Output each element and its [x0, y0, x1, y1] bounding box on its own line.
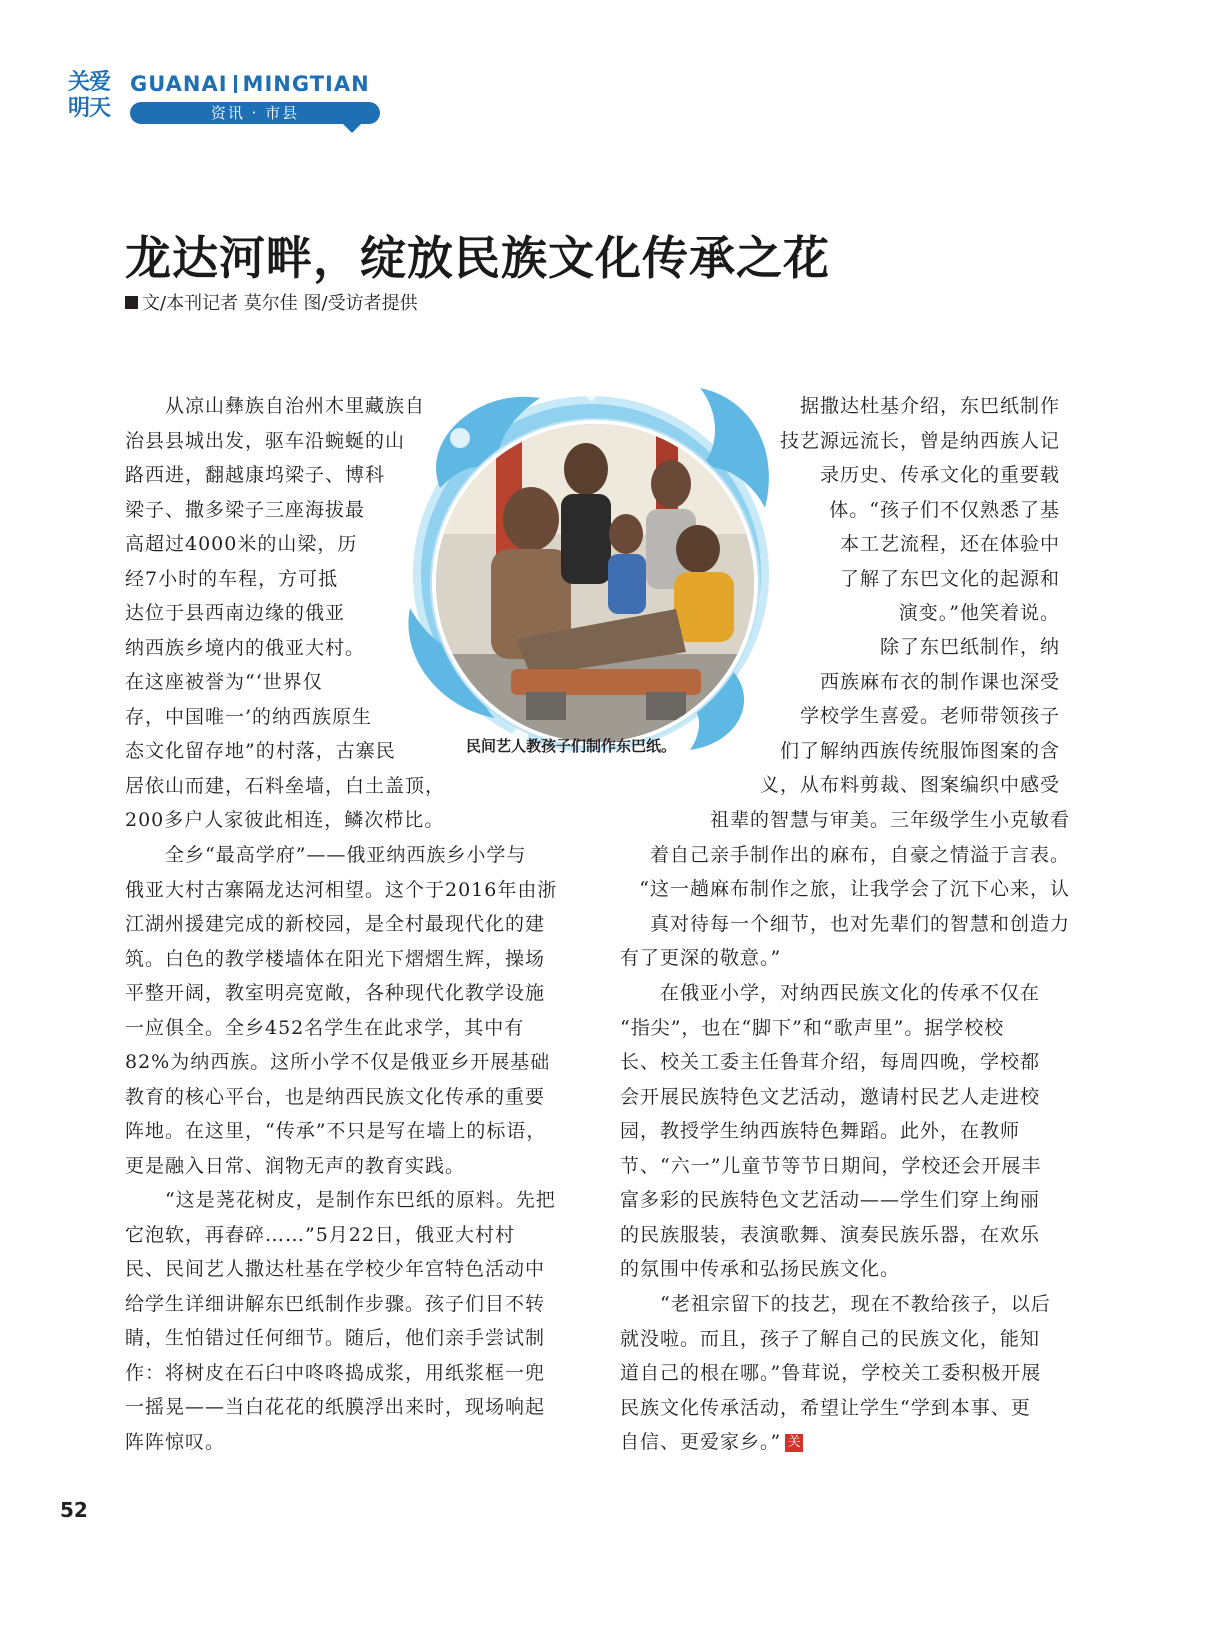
section-tag: 资讯 · 市县 [130, 102, 380, 124]
photo-artisan-teaching-children [436, 424, 754, 742]
paragraph-left-2: 全乡“最高学府”——俄亚纳西族乡小学与 俄亚大村古寨隔龙达河相望。这个于2016年由浙 江湖州援建完成的新校园，是全村最现代化的建 筑。白色的教学楼墙体在阳光下熠熠生辉，操场 平整开阔，教室明亮宽敞，各种现代化教学设施 一应俱全。全乡452名学生在此求学，其中有 82%为纳西族。这所小学不仅是俄亚乡开展基础 教育的核心平台，也是纳西民族文化传承的重要 阵地。在这里，“传承”不只是写在墙上的标语， 更是融入日常、润物无声的教育实践。 [125, 844, 558, 1177]
brand-right: MINGTIAN [242, 72, 370, 96]
photo-caption: 民间艺人教孩子们制作东巴纸。 [466, 737, 677, 755]
byline-square-icon [125, 296, 138, 309]
logo-text-line2: 明天 [68, 96, 111, 121]
article-byline [125, 289, 418, 315]
paragraph-right-4: 在俄亚小学，对纳西民族文化的传承不仅在 “指尖”，也在“脚下”和“歌声里”。据学校校 长、校关工委主任鲁茸介绍，每周四晚，学校都 会开展民族特色文艺活动，邀请村民艺人走进校 园，教授学生纳西族特色舞蹈。此外，在教师 节、“六一”儿童节等节日期间，学校还会开展丰 富多彩的民族特色文艺活动——学生们穿上绚丽 的民族服装，表演歌舞、演奏民族乐器，在欢乐 的氛围中传承和弘扬民族文化。 [620, 982, 1042, 1280]
byline-text: 文/本刊记者 莫尔佳 图/受访者提供 [142, 293, 418, 314]
paragraph-right-2: 除了东巴纸制作，纳 西族麻布衣的制作课也深受 学校学生喜爱。老师带领孩子 们了解纳西族传统服饰图案的含 义，从布料剪裁、图案编织中感受 [759, 636, 1060, 796]
magazine-logo [68, 70, 120, 122]
paragraph-left-1: 从凉山彝族自治州木里藏族自 治县县城出发，驱车沿蜿蜒的山 路西进，翻越康坞梁子、博科 梁子、撒多梁子三座海拔最 高超过4000米的山梁，历 经7小时的车程，方可抵 达位于县西南边缘的俄亚 纳西族乡境内的俄亚大村。 在这座被誉为“‘世界仅 存，中国唯一’的纳西族原生 态文化留存地”的村落，古寨民 居依山而建，石料垒墙，白土盖顶， 200多户人家彼此相连，鳞次栉比。 [125, 395, 446, 831]
brand-left: GUANAI [130, 72, 228, 96]
page-number: 52 [60, 1498, 88, 1522]
paragraph-left-3: “这是荛花树皮，是制作东巴纸的原料。先把 它泡软，再舂碎……”5月22日，俄亚大村村 民、民间艺人撒达杜基在学校少年宫特色活动中 给学生详细讲解东巴纸制作步骤。孩子们目不转 睛，生怕错过任何细节。随后，他们亲手尝试制 作：将树皮在石臼中咚咚捣成浆，用纸浆框一兜 一摇晃——当白花花的纸膜浮出来时，现场响起 阵阵惊叹。 [125, 1189, 556, 1453]
paragraph-right-3: 祖辈的智慧与审美。三年级学生小克敏看 着自己亲手制作出的麻布，自豪之情溢于言表。 “这一趟麻布制作之旅，让我学会了沉下心来，认 真对待每一个细节，也对先辈们的智慧和创造力 有了更深的敬意。” [620, 809, 1070, 969]
magazine-header [68, 70, 398, 130]
brand-divider [234, 75, 237, 93]
end-of-article-icon: 关 [785, 1434, 803, 1452]
paragraph-right-1: 据撒达杜基介绍，东巴纸制作 技艺源远流长，曾是纳西族人记 录历史、传承文化的重要载 体。“孩子们不仅熟悉了基 本工艺流程，还在体验中 了解了东巴文化的起源和 演变。”他笑着说。 [779, 395, 1060, 624]
brand-pinyin [130, 72, 370, 96]
article-title: 龙达河畔，绽放民族文化传承之花 [125, 231, 830, 285]
article-photo [432, 420, 758, 746]
logo-text-line1: 关爱 [68, 70, 111, 95]
paragraph-right-5: “老祖宗留下的技艺，现在不教给孩子，以后 就没啦。而且，孩子了解自己的民族文化，能知 道自己的根在哪。”鲁茸说，学校关工委积极开展 民族文化传承活动，希望让学生“学到本事、更 自信、更爱家乡。” 关 [620, 1293, 1051, 1453]
